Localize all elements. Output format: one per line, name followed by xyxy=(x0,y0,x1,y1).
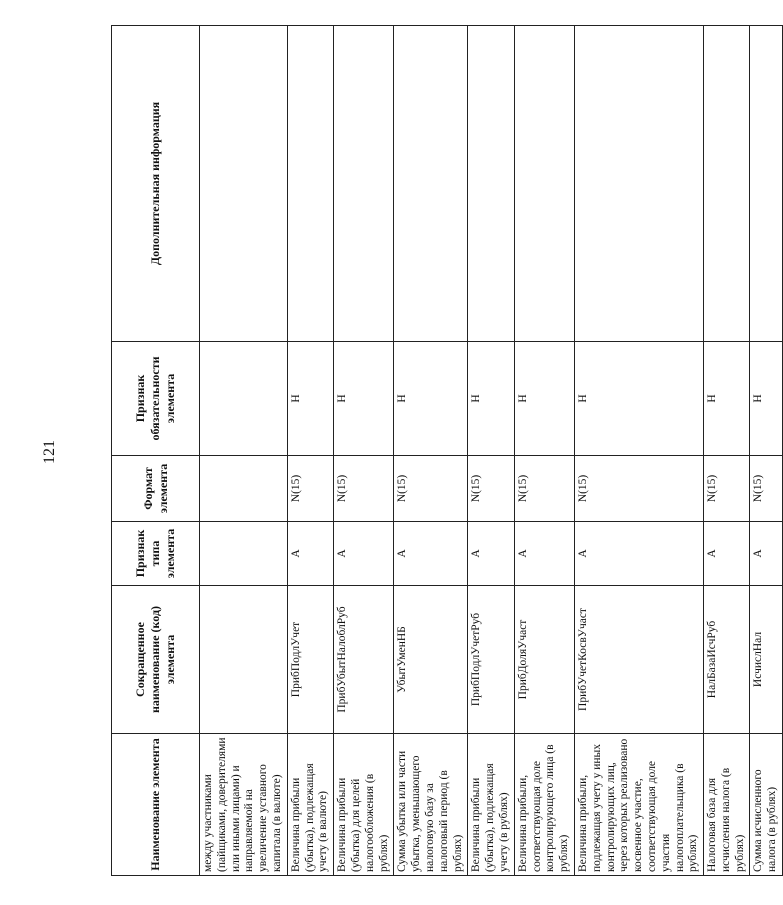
cell-info xyxy=(200,26,288,342)
cell-required: Н xyxy=(514,342,574,456)
cell-type: А xyxy=(750,522,783,586)
cell-name: Сумма исчисленного налога (в рублях) xyxy=(750,734,783,876)
cell-name: Сумма убытка или части убытка, уменьшающего налоговую базу за налоговый период (в рублях) xyxy=(394,734,468,876)
cell-name: Величина прибыли, соответствующая доле контролирующего лица (в рублях) xyxy=(514,734,574,876)
cell-type xyxy=(200,522,288,586)
table-row xyxy=(704,26,750,876)
cell-code: ПрибПодлУчет xyxy=(287,586,333,734)
cell-code: ПрибДоляУчаст xyxy=(514,586,574,734)
cell-format: N(15) xyxy=(750,456,783,522)
cell-code xyxy=(200,586,288,734)
header-name: Наименование элемента xyxy=(112,734,200,876)
cell-format: N(15) xyxy=(574,456,703,522)
cell-format: N(15) xyxy=(287,456,333,522)
cell-format xyxy=(200,456,288,522)
table-row xyxy=(334,26,394,876)
cell-required: Н xyxy=(468,342,514,456)
cell-type: А xyxy=(287,522,333,586)
cell-type: А xyxy=(468,522,514,586)
cell-required: Н xyxy=(287,342,333,456)
cell-type: А xyxy=(334,522,394,586)
cell-required: Н xyxy=(394,342,468,456)
page-number: 121 xyxy=(41,440,58,464)
table-container xyxy=(111,26,779,876)
header-info: Дополнительная информация xyxy=(112,26,200,342)
cell-required: Н xyxy=(750,342,783,456)
table-row xyxy=(750,26,783,876)
cell-required: Н xyxy=(334,342,394,456)
elements-table xyxy=(111,25,783,876)
cell-name: между участниками (пайщиками, доверителями или иными лицами) и направляемой на увеличение уставного капитала (в валюте) xyxy=(200,734,288,876)
cell-name: Величина прибыли, подлежащая учету у иных контролирующих лиц, через которых реализовано косвенное участие, соответствующая доле участия налогоплательщика (в рублях) xyxy=(574,734,703,876)
cell-info xyxy=(334,26,394,342)
cell-info xyxy=(287,26,333,342)
cell-info xyxy=(468,26,514,342)
cell-name: Величина прибыли (убытка), подлежащая учету (в рублях) xyxy=(468,734,514,876)
cell-type: А xyxy=(514,522,574,586)
cell-code: ИсчислНал xyxy=(750,586,783,734)
header-type: Признак типа элемента xyxy=(112,522,200,586)
table-row xyxy=(200,26,288,876)
cell-info xyxy=(394,26,468,342)
cell-info xyxy=(514,26,574,342)
cell-name: Величина прибыли (убытка), подлежащая учету (в валюте) xyxy=(287,734,333,876)
cell-name: Величина прибыли (убытка) для целей налогообложения (в рублях) xyxy=(334,734,394,876)
cell-format: N(15) xyxy=(704,456,750,522)
header-format: Формат элемента xyxy=(112,456,200,522)
cell-required xyxy=(200,342,288,456)
cell-code: ПрибПодлУчетРуб xyxy=(468,586,514,734)
cell-format: N(15) xyxy=(468,456,514,522)
cell-required: Н xyxy=(574,342,703,456)
cell-code: ПрибУчетКосвУчаст xyxy=(574,586,703,734)
cell-code: НалБазаИсчРуб xyxy=(704,586,750,734)
cell-name: Налоговая база для исчисления налога (в рублях) xyxy=(704,734,750,876)
table-row xyxy=(468,26,514,876)
table-row xyxy=(574,26,703,876)
cell-info xyxy=(574,26,703,342)
table-row xyxy=(287,26,333,876)
header-code: Сокращенное наименование (код) элемента xyxy=(112,586,200,734)
table-header-row xyxy=(112,26,200,876)
cell-code: ПрибУбытНалоблРуб xyxy=(334,586,394,734)
cell-required: Н xyxy=(704,342,750,456)
cell-type: А xyxy=(704,522,750,586)
cell-info xyxy=(704,26,750,342)
cell-info xyxy=(750,26,783,342)
cell-type: А xyxy=(394,522,468,586)
cell-format: N(15) xyxy=(334,456,394,522)
table-row xyxy=(514,26,574,876)
cell-format: N(15) xyxy=(394,456,468,522)
table-row xyxy=(394,26,468,876)
cell-code: УбытУменНБ xyxy=(394,586,468,734)
cell-format: N(15) xyxy=(514,456,574,522)
header-required: Признак обязательности элемента xyxy=(112,342,200,456)
cell-type: А xyxy=(574,522,703,586)
